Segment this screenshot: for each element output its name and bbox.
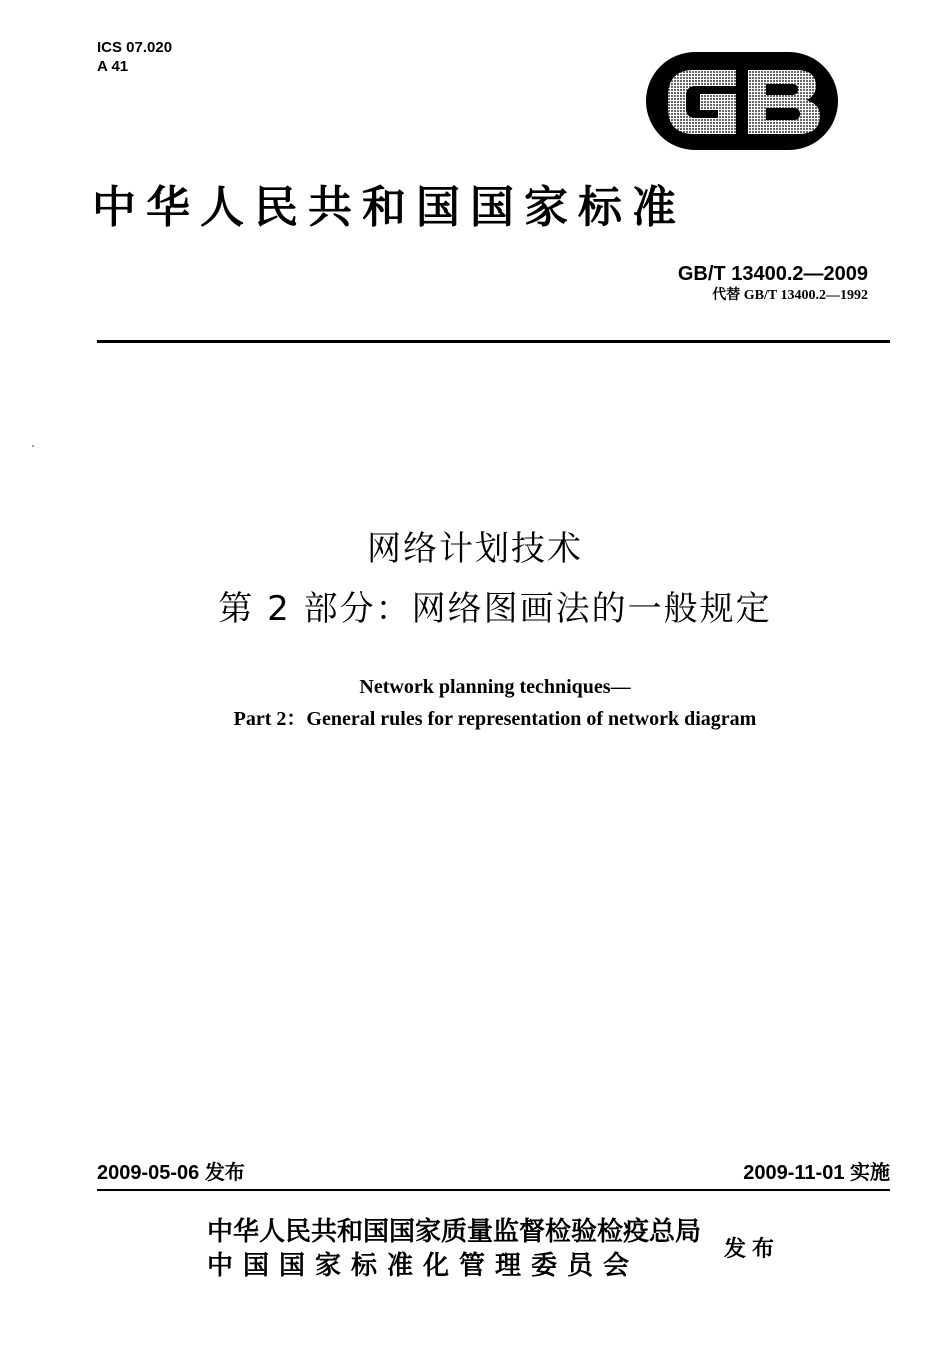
bottom-divider bbox=[97, 1189, 890, 1191]
gb-logo bbox=[644, 50, 840, 152]
scan-speck bbox=[32, 445, 34, 447]
publish-label: 发布 bbox=[724, 1236, 781, 1262]
publisher-sac: 中国国家标准化管理委员会 bbox=[207, 1251, 640, 1281]
publisher-aqsiq: 中华人民共和国国家质量监督检验检疫总局 bbox=[207, 1217, 702, 1247]
ccs-code: A 41 bbox=[97, 58, 129, 75]
classification-codes bbox=[97, 38, 172, 76]
title-cn-line1: 网络计划技术 bbox=[367, 529, 583, 569]
title-en-line1: Network planning techniques— bbox=[359, 676, 631, 698]
issue-date: 2009-05-06 发布 bbox=[97, 1162, 245, 1184]
title-en-line2: Part 2：General rules for representation of network diagram bbox=[233, 708, 757, 730]
top-divider bbox=[97, 340, 890, 343]
title-cn-line2: 第 2 部分：网络图画法的一般规定 bbox=[218, 589, 772, 629]
ics-code: ICS 07.020 bbox=[97, 39, 173, 56]
replaces-standard: 代替 GB/T 13400.2—1992 bbox=[712, 288, 868, 303]
standard-code: GB/T 13400.2—2009 bbox=[677, 263, 868, 285]
effective-date: 2009-11-01 实施 bbox=[743, 1162, 890, 1184]
national-standard-heading: 中华人民共和国国家标准 bbox=[92, 182, 686, 233]
